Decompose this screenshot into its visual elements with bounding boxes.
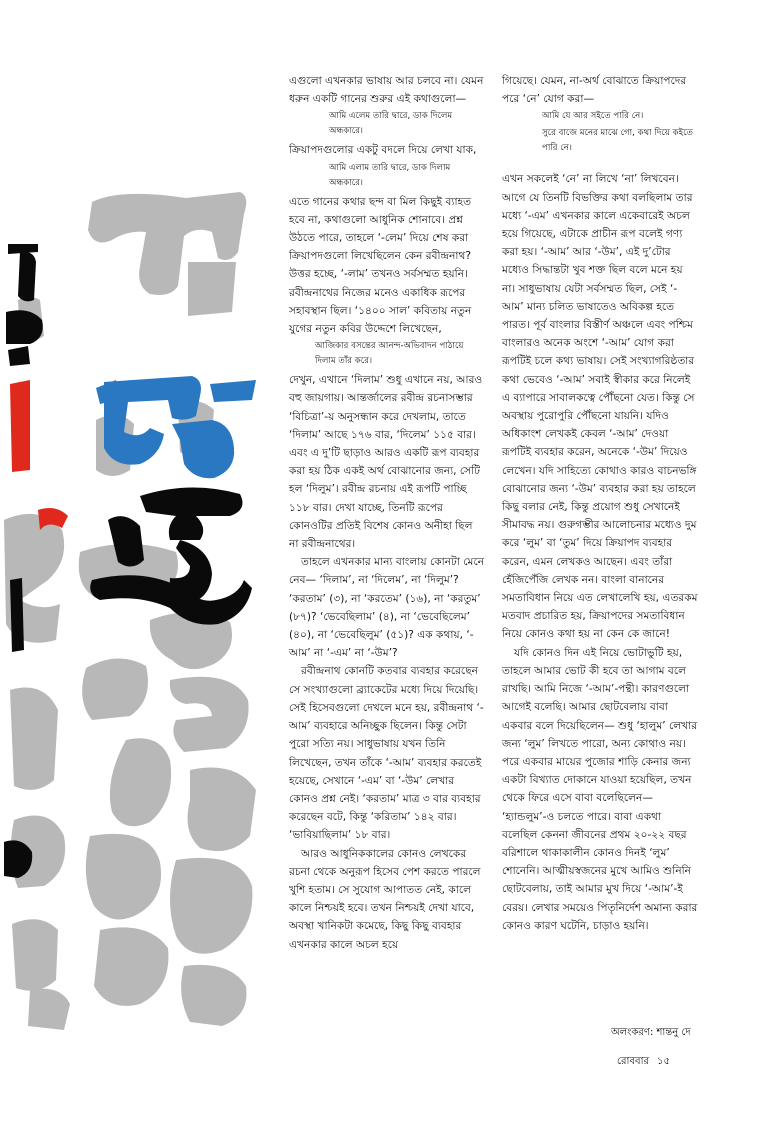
- red-accents: [10, 380, 68, 530]
- song-quote: আমি যে আর সইতে পারি নে।: [542, 111, 644, 122]
- calligraphy-artwork: [0, 0, 280, 1123]
- paragraph: এখন সকলেই ‘নে’ না লিখে ‘না’ লিখবেন। আগে যে তিনটি বিভক্তির কথা বলছিলাম তার মধ্যে ‘-এম’ এখনকার কালে একেবারেই অচল হয়ে গিয়েছে, এটাকে প্রাচীন রূপ বলেই গণ্য করা হয়। ‘-আম’ আর ‘-উম’, এই দু’টোর মধ্যেও সিদ্ধান্তটা খুব শক্ত ছিল বলে মনে হয় না। সাধুভাষায় যেটা সর্বসম্মত ছিল, সেই ‘-আম’ মান্য চলিত ভাষাতেও অবিকল্প হতে পারত। পূর্ব বাংলার বিস্তীর্ণ অঞ্চলে এবং পশ্চিম বাংলারও অনেক অংশে ‘-আম’ যোগ করা রূপটিই চলে কথ্য ভাষায়। সেই সংখ্যাগরিষ্ঠতার কথা ভেবেও ‘-আম’ সবাই স্বীকার করে নিলেই এ ব্যাপারে সাবালকত্বে পৌঁছনো যেত। কিন্তু সে অবস্থায় পুরোপুরি পৌঁছনো যায়নি। যদিও অধিকাংশ লেখকই কেবল ‘-আম’ দেওয়া রূপটিই ব্যবহার করেন, অনেকে ‘-উম’ দিয়েও লেখেন। যদি সাহিত্যে কোথাও কারও বাচনভঙ্গি বোঝানোর জন্য ‘-উম’ ব্যবহার করা হয় তাহলে কিছু বলার নেই, কিন্তু প্রয়োগ শুধু সেখানেই সীমাবদ্ধ নয়। গুরুগম্ভীর আলোচনার মধ্যেও দুম করে ‘লুম’ বা ‘তুম’ দিয়ে ক্রিয়াপদ ব্যবহার করেন, এমন লেখকও আছেন। এবং তাঁরা হেঁজিপেঁজি লেখক নন। বাংলা বানানের সমতাবিধান নিয়ে এত লেখালেখি হয়, এতরকম মতবাদ প্রচারিত হয়, ক্রিয়াপদের সমতাবিধান নিয়ে কোনও কথা হয় না কেন কে জানে!: [502, 173, 698, 641]
- illustration-credit: অলংকরণ: শান্তনু দে: [611, 1027, 691, 1038]
- page-number: ১৫: [657, 1056, 670, 1067]
- paragraph: আরও আধুনিককালের কোনও লেখকের রচনা থেকে অনুরূপ হিসেব পেশ করতে পারলে খুশি হতাম। সে সুযোগ আপাতত নেই, কালে কালে নিশ্চয়ই হবে। তখন নিশ্চয়ই দেখা যাবে, অবস্থা খানিকটা কমেছে, কিছু কিছু ব্যবহার এখনকার কালে অচল হয়ে: [289, 847, 481, 951]
- song-quote: আমি এলাম তারি দ্বারে, ডাক দিলাম অন্ধকারে।: [329, 162, 451, 188]
- paragraph: এতে গানের কথার ছন্দ বা মিল কিছুই ব্যাহত হবে না, কথাগুলো আধুনিক শোনাবে। প্রশ্ন উঠতে পারে, তাহলে ‘-লেম’ দিয়ে শেষ করা ক্রিয়াপদগুলো লিখেছিলেন কেন রবীন্দ্রনাথ? উত্তর হচ্ছে, ‘-লাম’ তখনও সর্বসম্মত হয়নি। রবীন্দ্রনাথের নিজের মনেও একাধিক রূপের সহাবস্থান ছিল। ‘১৪০০ সাল’ কবিতায় নতুন যুগের নতুন কবির উদ্দেশে লিখেছেন,: [289, 195, 472, 336]
- paragraph: তাহলে এখনকার মান্য বাংলায় কোনটা মেনে নেব— ‘দিলাম’, না ‘দিলেম’, না ‘দিলুম’? ‘করতাম’ (৩), না ‘করতেম’ (১৬), না ‘করতুম’ (৮৭)? ‘ভেবেছিলাম’ (৪), না ‘ভেবেছিলেম’ (৪০), না ‘ভেবেছিলুম’ (৫১)? এক কথায়, ‘-আম’ না ‘-এম’ না ‘-উম’?: [289, 556, 485, 660]
- poem-quote: আজিকার বসন্তের আনন্দ-অভিবাদন পাঠায়ে দিলাম তাঁর করে।: [315, 341, 464, 367]
- paragraph: যদি কোনও দিন এই নিয়ে ভোটাভুটি হয়, তাহলে আমার ভোট কী হবে তা আগাম বলে রাখছি। আমি নিজে ‘-আম’-পন্থী। কারণগুলো আগেই বলেছি। আমার ছোটবেলায় বাবা একবার বলে দিয়েছিলেন— শুধু ‘হালুম’ লেখার জন্য ‘লুম’ লিখতে পারো, অন্য কোথাও নয়। পরে একবার মায়ের পুজোর শাড়ি কেনার জন্য একটা বিখ্যাত দোকানে যাওয়া হয়েছিল, তখন থেকে ফিরে এসে বাবা বলেছিলেন— ‘হ্যান্ডলুম’-ও চলতে পারে। বাবা একথা বলেছিল কেননা জীবনের প্রথম ২০-২২ বছর বরিশালে থাকাকালীন কোনও দিনই ‘লুম’ শোনেনি। আত্মীয়স্বজনের মুখে আমিও শুনিনি ছোটবেলায়, তাই আমার মুখ দিয়ে ‘-আম’-ই বেরয়। লেখার সময়েও পিতৃনির্দেশ অমান্য করার কোনও কারণ ঘটেনি, চাড়াও হয়নি।: [502, 646, 698, 932]
- page-footer: [617, 1054, 678, 1071]
- song-quote: সুরে বাজে মনের মাঝে গো, কথা দিয়ে কইতে পারি নে।: [542, 128, 693, 154]
- paragraph: দেখুন, এখানে ‘দিলাম’ শুধু এখানে নয়, আরও বহু জায়গায়। আন্তর্জালের রবীন্দ্র রচনাসম্ভার ‘বিচিত্রা’-য় অনুসন্ধান করে দেখলাম, তাতে ‘দিলাম’ আছে ১৭৬ বার, ‘দিলেম’ ১১৫ বার। এবং এ দু’টি ছাড়াও আরও একটি রূপ ব্যবহার করা হয় ঠিক একই অর্থ বোঝানোর জন্য, সেটি হল ‘দিলুম’। রবীন্দ্র রচনায় এই রূপটি পাচ্ছি ১১৮ বার। দেখা যাচ্ছে, তিনটি রূপের কোনওটির প্রতিই বিশেষ কোনও অনীহা ছিল না রবীন্দ্রনাথের।: [289, 374, 483, 551]
- paragraph: গিয়েছে। যেমন, না-অর্থ বোঝাতে ক্রিয়াপদের পরে ‘নে’ যোগ করা—: [502, 75, 687, 106]
- section-name: রোববার: [617, 1056, 649, 1067]
- paragraph: ক্রিয়াপদগুলোর একটু বদলে দিয়ে লেখা যাক,: [289, 144, 477, 157]
- paragraph: রবীন্দ্রনাথ কোনটি কতবার ব্যবহার করেছেন সে সংখ্যাগুলো ব্র্যাকেটের মধ্যে দিয়ে দিয়েছি। সেই হিসেবগুলো দেখলে মনে হয়, রবীন্দ্রনাথ ‘-আম’ ব্যবহারে অনিচ্ছুক ছিলেন। কিন্তু সেটা পুরো সত্যি নয়। সাধুভাষায় যখন তিনি লিখেছেন, তখন তাঁকে ‘-আম’ ব্যবহার করতেই হয়েছে, সেখানে ‘-এম’ বা ‘-উম’ লেখার কোনও প্রশ্ন নেই। ‘করতাম’ মাত্র ৩ বার ব্যবহার করেছেন বটে, কিন্তু ‘করিতাম’ ১৪২ বার। ‘ভাবিয়াছিলাম’ ১৮ বার।: [289, 665, 484, 842]
- text-column-right: [502, 72, 698, 935]
- song-quote: আমি এলেম তারি দ্বারে, ডাক দিলেম অন্ধকারে।: [329, 111, 453, 137]
- text-column-left: [289, 72, 485, 954]
- paragraph: এগুলো এখনকার ভাষায় আর চলবে না। যেমন ধরুন একটি গানের শুরুর এই কথাগুলো—: [289, 75, 484, 106]
